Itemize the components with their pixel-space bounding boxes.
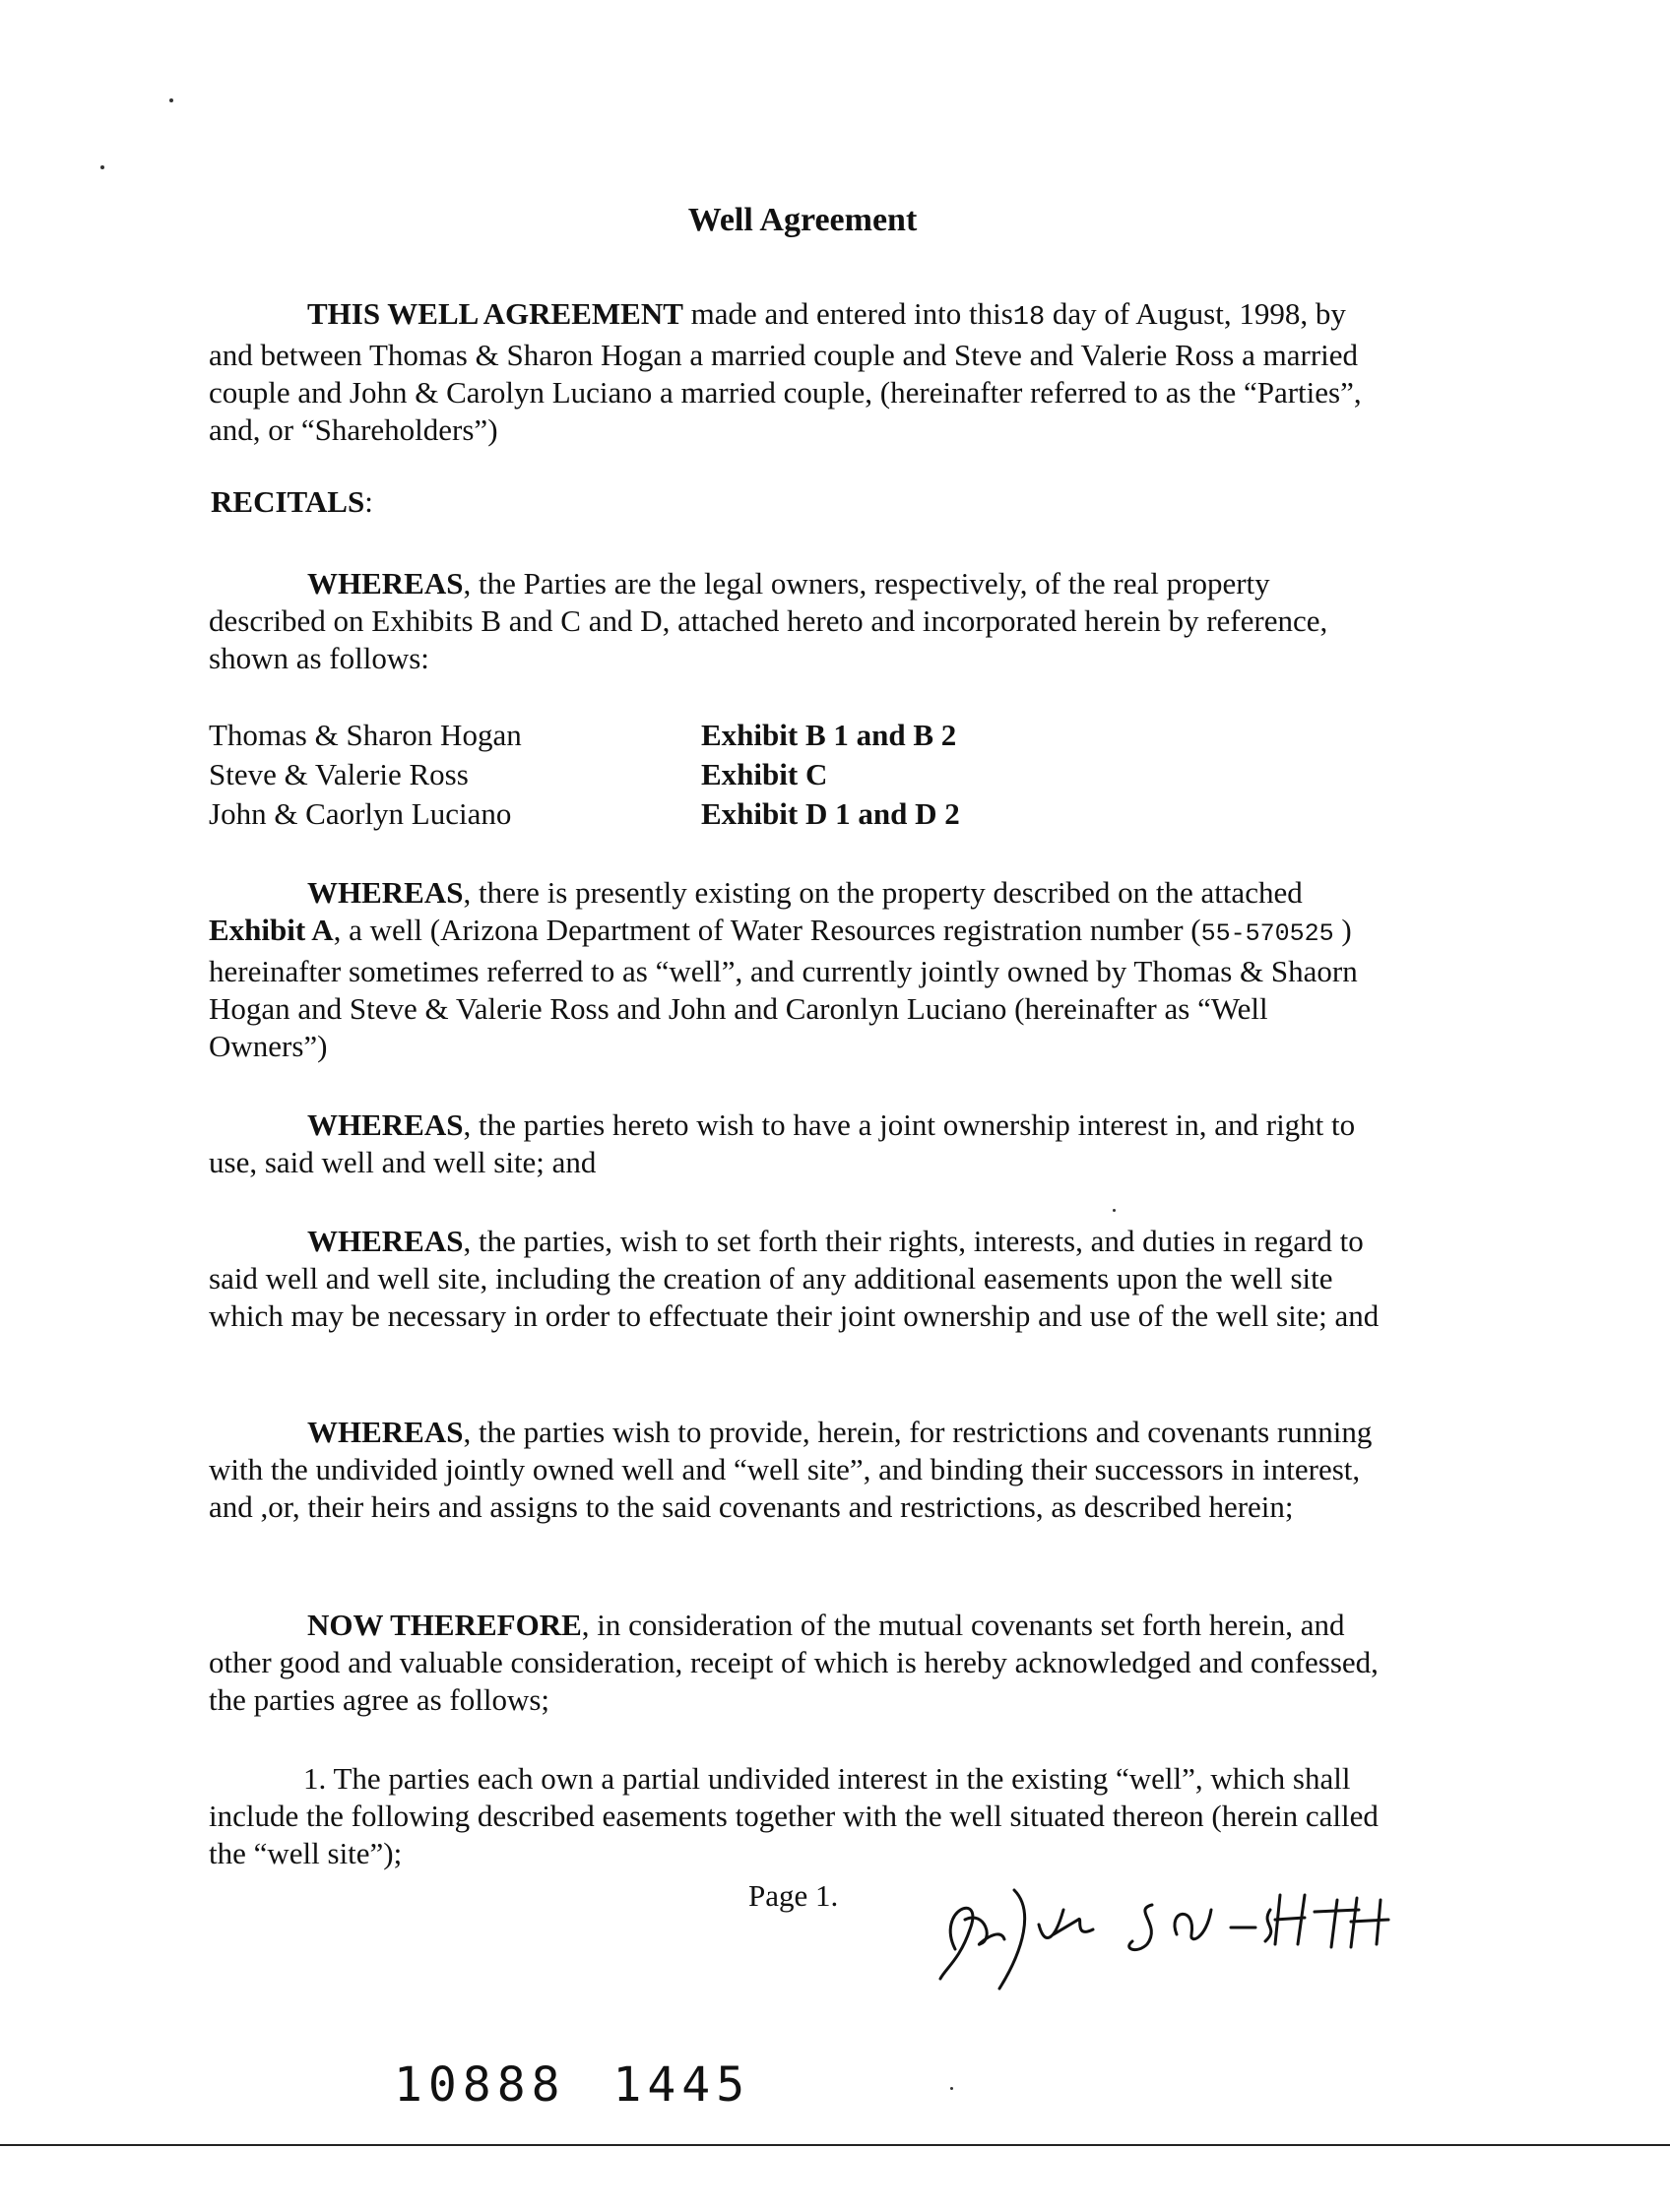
whereas-1-lead: WHEREAS	[307, 566, 464, 600]
page-number: Page 1.	[748, 1878, 839, 1913]
stamp-number: 1445	[612, 2057, 751, 2113]
now-therefore-text: , in consideration of the mutual covenants set forth herein, and other good and valuable consideration, receipt of which is hereby acknowledged and confessed, the parties agree as follows;	[209, 1608, 1379, 1717]
whereas-4-text: , the parties, wish to set forth their rights, interests, and duties in regard to said well and well site, including the creation of any additional easements upon the well site which may be necessary in order to effectuate their joint ownership and use of the well site; and	[209, 1224, 1380, 1333]
whereas-3-lead: WHEREAS	[307, 1107, 464, 1142]
handwritten-initials-signature	[926, 1851, 1556, 1998]
whereas-5-paragraph	[209, 1414, 1390, 1526]
whereas-2-paragraph	[209, 874, 1390, 1065]
exhibit-reference: Exhibit C	[701, 757, 828, 791]
whereas-4-lead: WHEREAS	[307, 1224, 464, 1258]
recitals-heading-label: RECITALS	[211, 484, 365, 519]
recitals-colon: :	[364, 484, 373, 519]
agreement-day: 18	[1012, 303, 1046, 333]
whereas-2-text-3: ) hereinafter sometimes referred to as “well”, and currently jointly owned by Thomas & Shaorn Hogan and Steve & Valerie Ross and John and Caronlyn Luciano (hereinafter as “Well Owners”)	[209, 913, 1358, 1063]
exhibit-owner: Steve & Valerie Ross	[209, 757, 469, 791]
whereas-1-text: , the Parties are the legal owners, respectively, of the real property described on Exhibits B and C and D, attached hereto and incorporated herein by reference, shown as follows:	[209, 566, 1328, 675]
exhibit-owner: Thomas & Sharon Hogan	[209, 718, 522, 752]
exhibit-a-ref: Exhibit A	[209, 913, 334, 947]
whereas-5-text: , the parties wish to provide, herein, for restrictions and covenants running with the undivided jointly owned well and “well site”, and binding their successors in interest, and ,or, their heirs and assigns to the said covenants and restrictions, as described herein;	[209, 1415, 1373, 1524]
scan-edge-rule	[0, 2144, 1670, 2146]
intro-paragraph	[209, 295, 1390, 449]
intro-lead: THIS WELL AGREEMENT	[307, 296, 683, 331]
intro-text-1: made and entered into this	[682, 296, 1013, 331]
now-therefore-lead: NOW THEREFORE	[307, 1608, 582, 1642]
intro-text-2: day of August, 1998, by and between Thomas & Sharon Hogan a married couple and Steve and Valerie Ross a married couple and John & Carolyn Luciano a married couple, (hereinafter referred to as the “Parties”, and, or “Shareholders”)	[209, 296, 1362, 447]
scan-speck	[169, 98, 173, 102]
scan-speck	[1113, 1209, 1116, 1212]
whereas-2-text-1: , there is presently existing on the property described on the attached	[463, 875, 1303, 910]
handwritten-initials	[926, 1851, 1556, 2003]
stamp-number: 10888	[394, 2057, 566, 2113]
whereas-3-paragraph	[209, 1106, 1390, 1181]
recitals-heading	[211, 484, 373, 520]
scan-speck	[100, 165, 104, 169]
whereas-1-paragraph	[209, 565, 1390, 677]
exhibit-reference: Exhibit B 1 and B 2	[701, 718, 957, 752]
document-title: Well Agreement	[687, 202, 918, 238]
whereas-3-text: , the parties hereto wish to have a joint ownership interest in, and right to use, said well and well site; and	[209, 1107, 1356, 1179]
scan-speck	[950, 2087, 953, 2090]
well-registration-number: 55-570525	[1200, 919, 1334, 948]
clause-1-text: 1. The parties each own a partial undivided interest in the existing “well”, which shall include the following described easements together with the well situated thereon (herein called the “well site”);	[209, 1761, 1379, 1870]
whereas-2-lead: WHEREAS	[307, 875, 464, 910]
whereas-5-lead: WHEREAS	[307, 1415, 464, 1449]
whereas-4-paragraph	[209, 1223, 1390, 1335]
exhibit-reference: Exhibit D 1 and D 2	[701, 796, 960, 831]
now-therefore-paragraph	[209, 1607, 1390, 1719]
recording-stamp	[394, 2057, 798, 2113]
whereas-2-text-2: , a well (Arizona Department of Water Resources registration number (	[333, 913, 1201, 947]
exhibit-owner: John & Caorlyn Luciano	[209, 796, 512, 831]
